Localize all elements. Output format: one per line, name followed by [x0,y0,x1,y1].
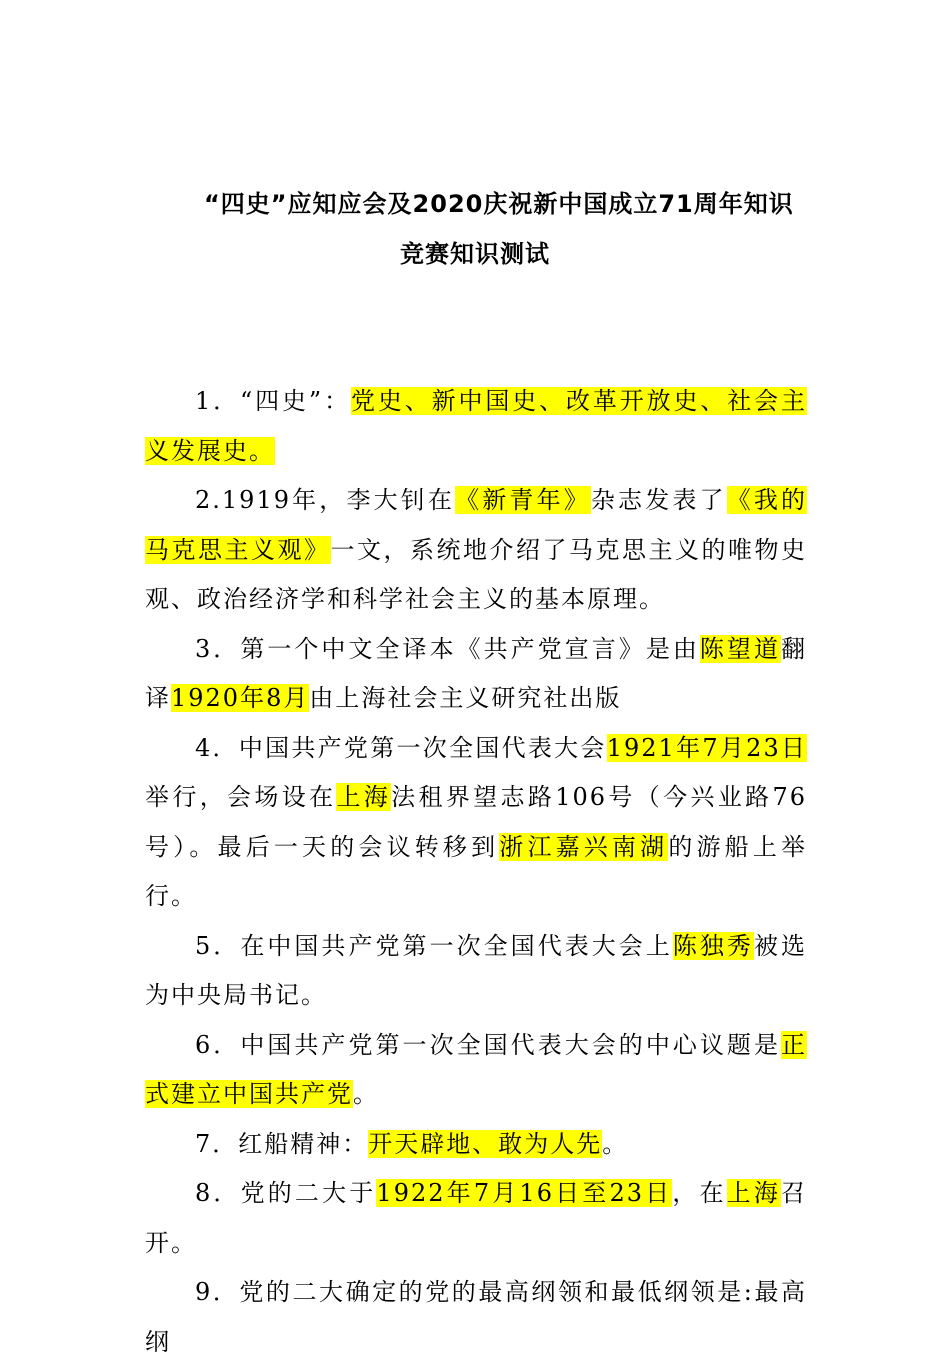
paragraph-text: 召开。 [145,1179,807,1257]
question-paragraph-7 [145,1120,807,1170]
question-paragraph-3 [145,625,807,724]
paragraph-text: 。 [602,1129,629,1158]
question-paragraph-8 [145,1169,807,1268]
paragraph-text: 一文，系统地介绍了马克思主义的唯物史观、政治经济学和科学社会主义的基本原理。 [145,535,807,613]
question-paragraph-2 [145,476,807,625]
highlighted-answer: 上海 [726,1179,781,1207]
paragraph-text: 5．在中国共产党第一次全国代表大会上 [195,931,673,960]
paragraph-text: 翻译 [145,634,807,712]
paragraph-text: 举行，会场设在 [145,783,337,811]
paragraph-text: 。 [353,1080,379,1108]
highlighted-answer: 开天辟地、敢为人先 [368,1129,603,1158]
highlighted-answer: 1920年8月 [171,684,310,712]
paragraph-text: ，在 [672,1179,727,1207]
highlighted-answer: 《我的马克思主义观》 [145,486,808,564]
document-title-line-2: 竞赛知识测试 [400,240,550,268]
paragraph-text: 法租界望志路106号（今兴业路76号）。最后一天的会议转移到 [145,783,808,861]
question-paragraph-5 [145,922,807,1021]
paragraph-text: 8．党的二大于 [195,1179,377,1207]
highlighted-answer: 浙江嘉兴南湖 [499,832,669,861]
document-title-line-1: “四史”应知应会及2020庆祝新中国成立71周年知识 [204,190,794,218]
highlighted-answer: 1922年7月16日至23日 [376,1179,673,1207]
highlighted-answer: 陈独秀 [672,931,754,960]
question-paragraph-6 [145,1021,807,1120]
paragraph-text: 6．中国共产党第一次全国代表大会的中心议题是 [195,1030,781,1059]
highlighted-answer: 上海 [336,783,392,811]
paragraph-text: 3．第一个中文全译本《共产党宣言》是由 [195,634,700,663]
paragraph-text: 杂志发表了 [590,486,727,514]
document-body [145,377,807,1367]
highlighted-answer: 党史、新中国史、改革开放史、社会主义发展史。 [145,387,807,465]
highlighted-answer: 陈望道 [699,634,781,663]
highlighted-answer: 正式建立中国共产党 [145,1030,807,1108]
highlighted-answer: 《新青年》 [455,486,591,514]
question-paragraph-4 [145,724,807,922]
paragraph-text: 4．中国共产党第一次全国代表大会 [195,733,607,762]
paragraph-text: 9．党的二大确定的党的最高纲领和最低纲领是:最高纲 [145,1278,807,1356]
question-paragraph-1 [145,377,807,476]
paragraph-text: 的游船上举行。 [145,832,808,910]
paragraph-text: 2.1919年，李大钊在 [195,486,456,514]
paragraph-text: 7．红船精神： [195,1129,369,1158]
paragraph-text: 1．“四史”： [195,387,351,415]
paragraph-text: 由上海社会主义研究社出版 [309,684,622,712]
highlighted-answer: 1921年7月23日 [606,733,807,762]
paragraph-text: 被选为中央局书记。 [145,931,808,1009]
question-paragraph-9 [145,1268,807,1367]
